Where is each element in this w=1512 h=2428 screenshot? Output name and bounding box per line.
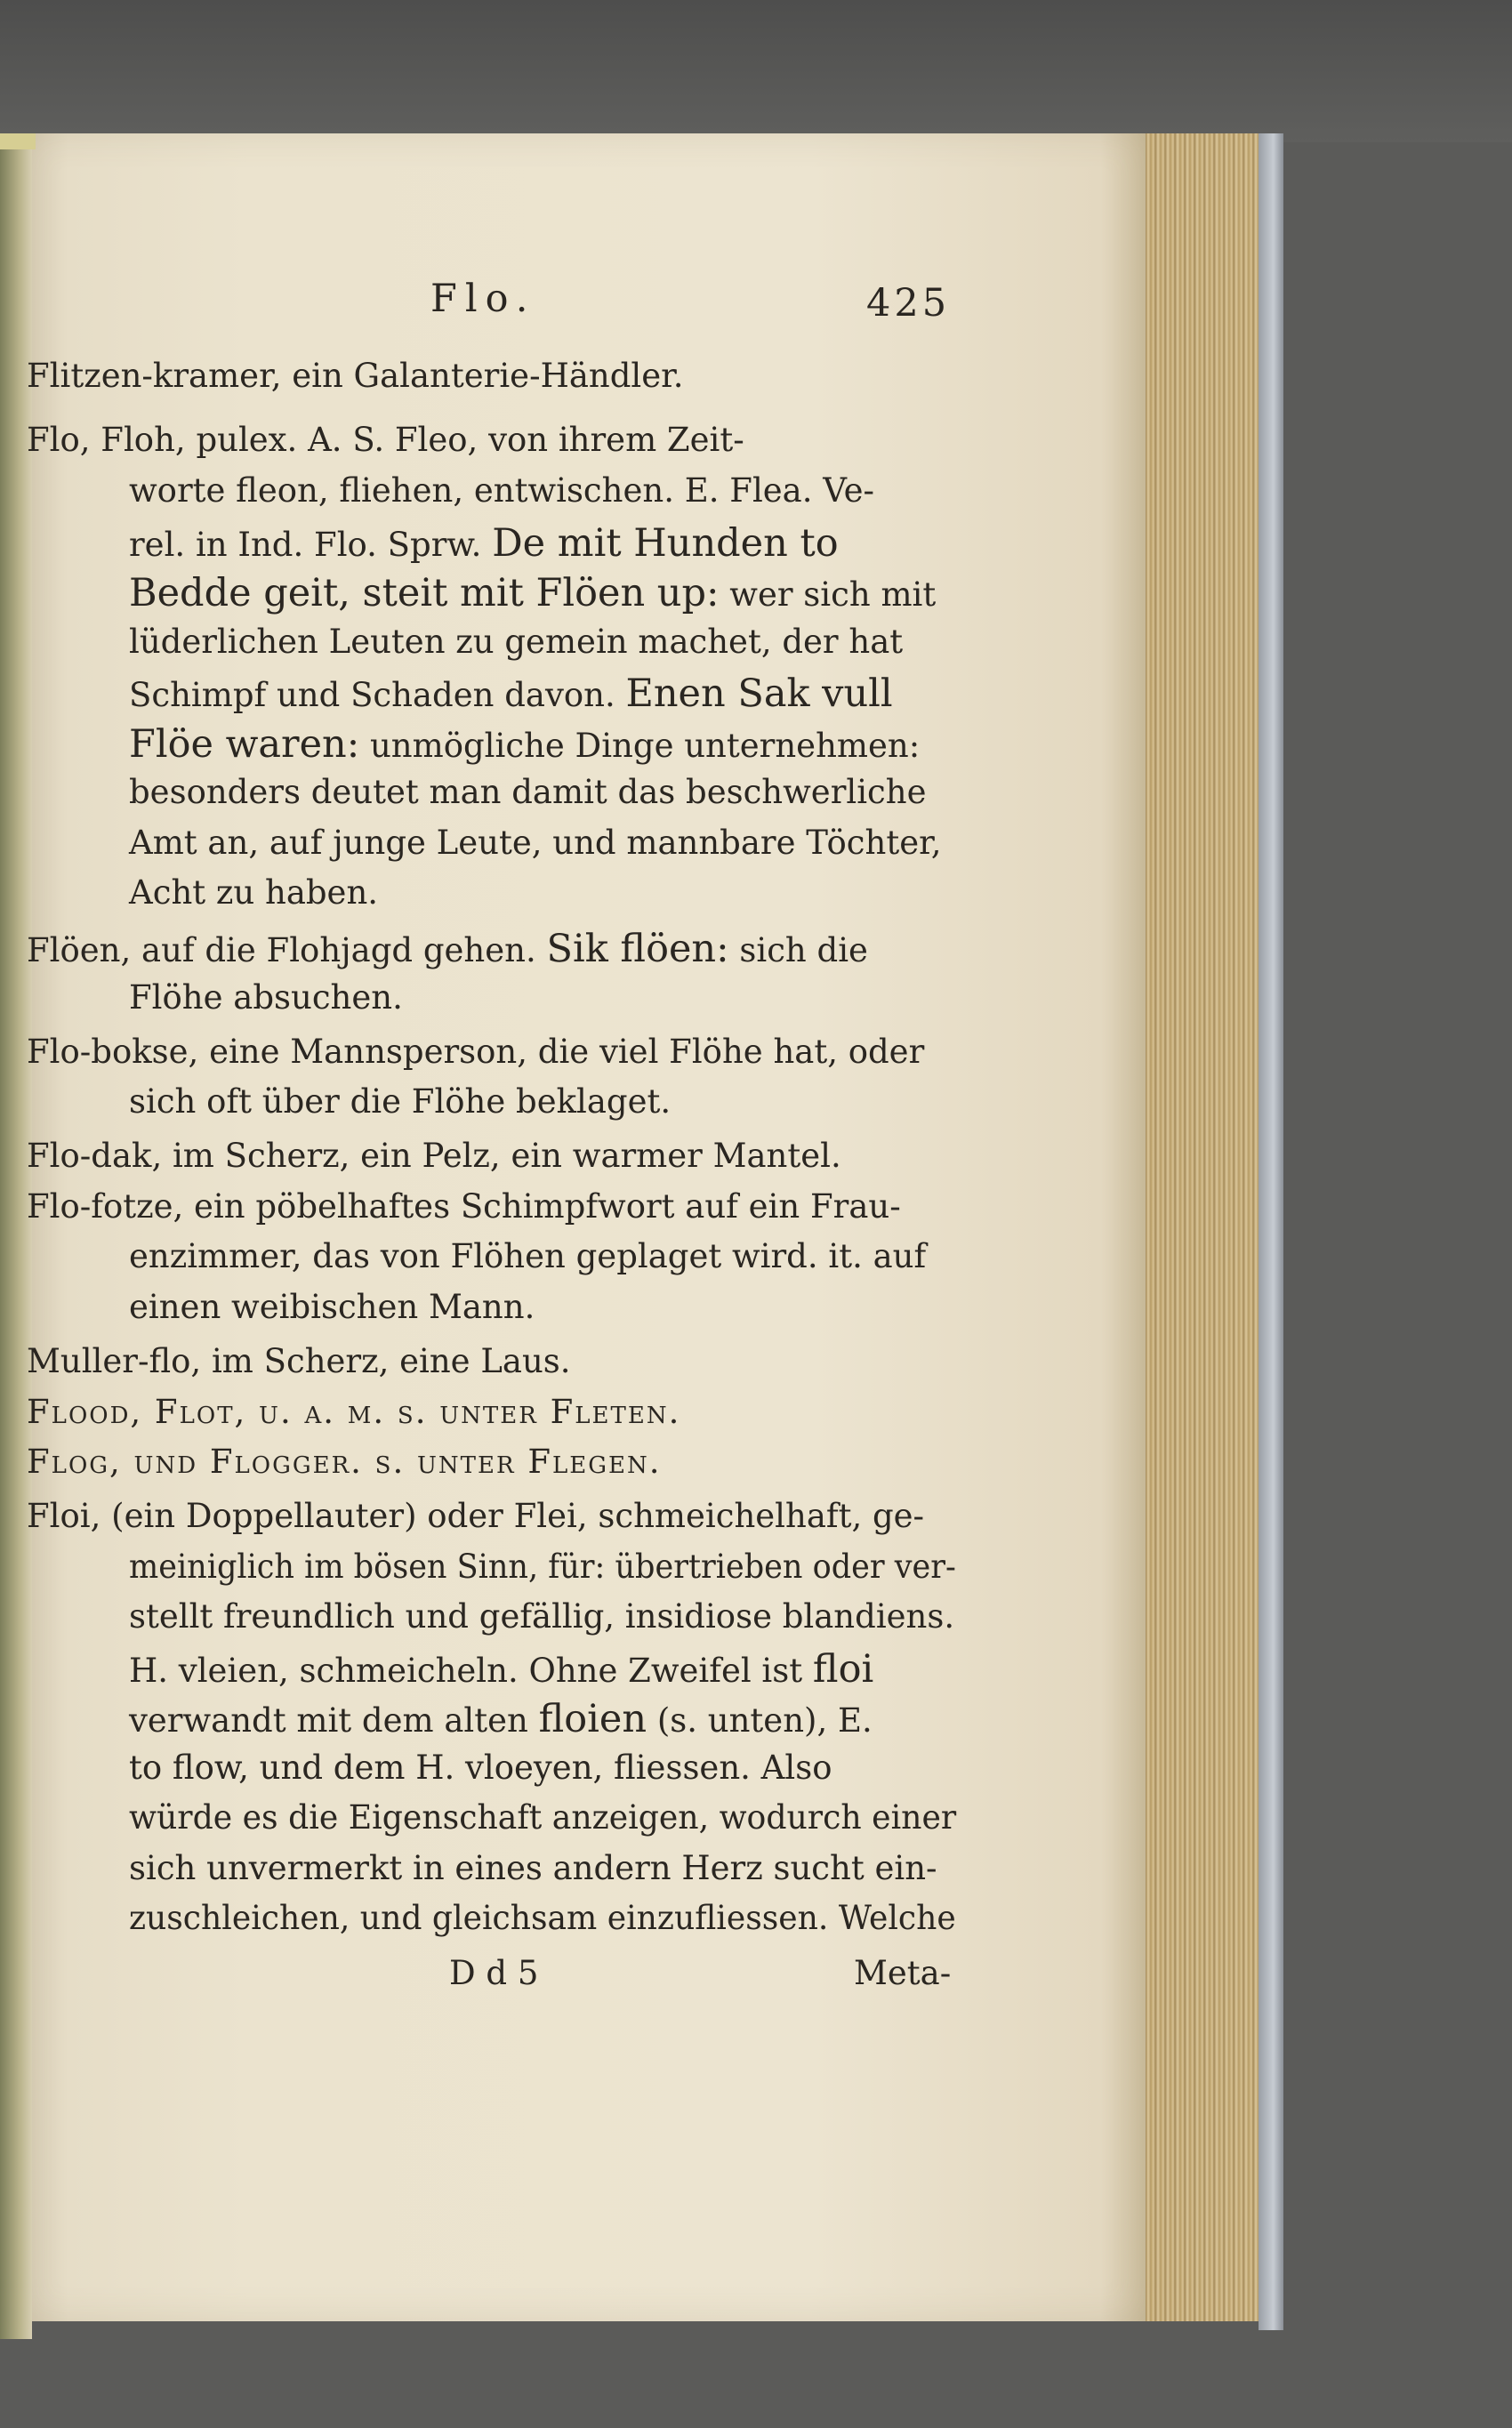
text-line: sich oft über die Flöhe beklaget. xyxy=(129,1082,672,1121)
text-line: lüderlichen Leuten zu gemein machet, der hat xyxy=(129,623,904,661)
text-line: Flo-fotze, ein pöbelhaftes Schimpfwort auf ein Frau- xyxy=(27,1187,901,1226)
catchword: Meta- xyxy=(854,1954,952,1992)
text-line: rel. in Ind. Flo. Sprw. De mit Hunden to xyxy=(129,521,839,566)
text-line: Amt an, auf junge Leute, und mannbare Töchter, xyxy=(129,824,942,862)
page-edges xyxy=(1130,133,1269,2321)
signature-mark: D d 5 xyxy=(449,1954,539,1992)
text-line: Flöen, auf die Flohjagd gehen. Sik flöen: sich die xyxy=(27,927,868,971)
text-line: worte fleon, fliehen, entwischen. E. Flea. Ve- xyxy=(129,471,874,510)
text-line: Flood, Flot, u. a. m. s. unter Fleten. xyxy=(27,1393,681,1431)
text-line: Muller-flo, im Scherz, eine Laus. xyxy=(27,1342,571,1380)
text-line: Floi, (ein Doppellauter) oder Flei, schmeichelhaft, ge- xyxy=(27,1497,925,1535)
text-line: Schimpf und Schaden davon. Enen Sak vull xyxy=(129,671,893,716)
text-line: Bedde geit, steit mit Flöen up: wer sich mit xyxy=(129,571,937,615)
binding-spine xyxy=(0,133,32,2339)
text-line: einen weibischen Mann. xyxy=(129,1288,535,1326)
text-line: Flöe waren: unmögliche Dinge unternehmen: xyxy=(129,722,921,767)
text-line: Flo, Floh, pulex. A. S. Fleo, von ihrem Zeit- xyxy=(27,421,744,459)
text-line: enzimmer, das von Flöhen geplaget wird. it. auf xyxy=(129,1237,927,1275)
text-line: besonders deutet man damit das beschwerliche xyxy=(129,773,927,811)
book-cover-edge xyxy=(1259,133,1283,2330)
text-line: sich unvermerkt in eines andern Herz sucht ein- xyxy=(129,1849,937,1887)
text-line: Flog, und Flogger. s. unter Flegen. xyxy=(27,1443,662,1481)
text-line: stellt freundlich und gefällig, insidiose blandiens. xyxy=(129,1597,955,1636)
text-line: H. vleien, schmeicheln. Ohne Zweifel ist floi xyxy=(129,1647,874,1692)
text-line: verwandt mit dem alten floien (s. unten), E. xyxy=(129,1697,873,1741)
page-paper xyxy=(23,133,1146,2321)
text-line: Flitzen-kramer, ein Galanterie-Händler. xyxy=(27,357,684,395)
scanner-background xyxy=(0,0,1512,142)
text-line: zuschleichen, und gleichsam einzufliessen. Welche xyxy=(129,1899,956,1937)
text-line: Flöhe absuchen. xyxy=(129,978,403,1017)
text-line: Acht zu haben. xyxy=(129,873,379,912)
binding-thread xyxy=(0,133,36,149)
text-line: Flo-dak, im Scherz, ein Pelz, ein warmer Mantel. xyxy=(27,1137,841,1175)
text-line: würde es die Eigenschaft anzeigen, wodurch einer xyxy=(129,1798,957,1837)
page-number: 425 xyxy=(866,281,951,326)
text-line: meiniglich im bösen Sinn, für: übertrieben oder ver- xyxy=(129,1548,956,1586)
text-line: to flow, und dem H. vloeyen, fliessen. Also xyxy=(129,1749,832,1787)
running-head: Flo. xyxy=(430,277,536,321)
text-line: Flo-bokse, eine Mannsperson, die viel Flöhe hat, oder xyxy=(27,1033,925,1071)
